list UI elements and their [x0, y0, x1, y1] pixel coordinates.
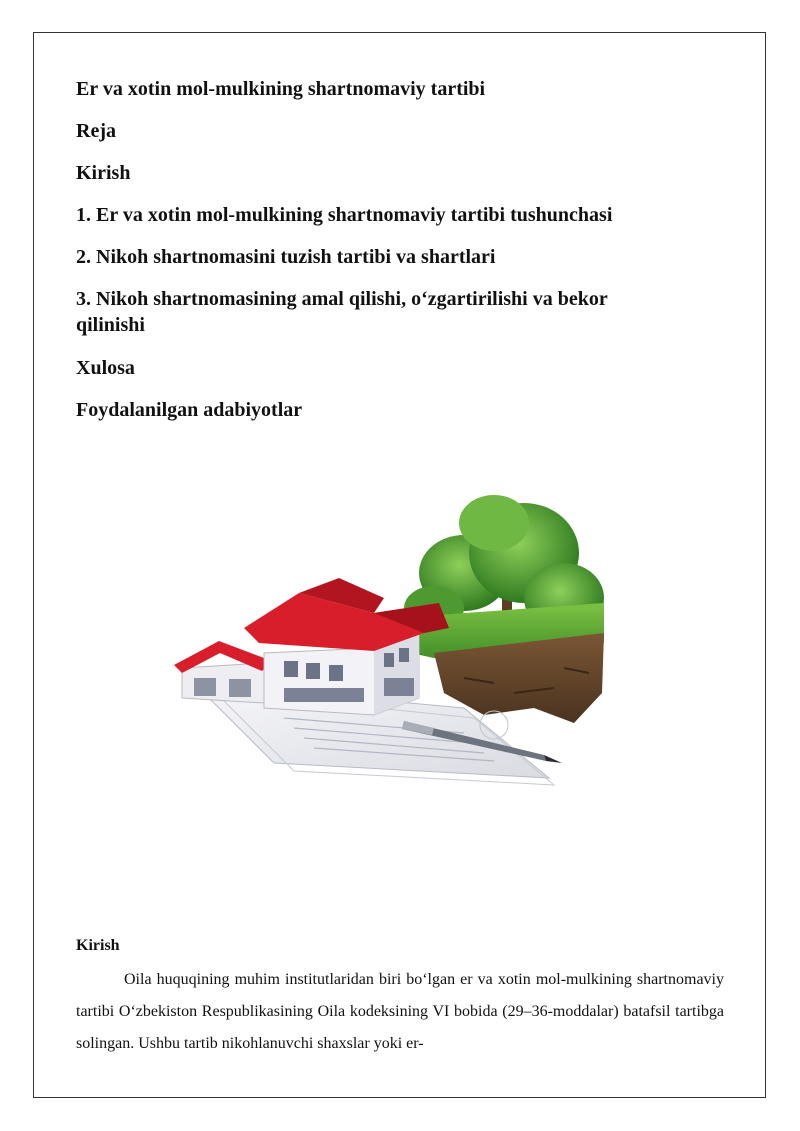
plan-item-intro: Kirish: [76, 162, 131, 184]
plan-item-3: 3. Nikoh shartnomasining amal qilishi, o‘zgartirilishi va bekor qilinishi: [76, 288, 608, 336]
intro-paragraph: Oila huquqining muhim institutlaridan biri bo‘lgan er va xotin mol-mulkining shartnomaviy tartibi O‘zbekiston Respublikasining Oila kodeksining VI bobida (29–36-moddalar) batafsil tartibga solingan. Ushbu tartib nikohlanuvchi shaxslar yoki er-: [76, 971, 724, 1052]
section-heading-intro: Kirish: [76, 937, 120, 954]
plan-item-1: 1. Er va xotin mol-mulkining shartnomaviy tartibi tushunchasi: [76, 204, 613, 226]
plan-item-references: Foydalanilgan adabiyotlar: [76, 399, 303, 421]
house-contract-illustration: [134, 493, 606, 815]
house-with-contract-and-pen-icon: [134, 493, 606, 815]
plan-item-conclusion: Xulosa: [76, 357, 135, 379]
plan-heading: Reja: [76, 120, 116, 142]
plan-item-2: 2. Nikoh shartnomasini tuzish tartibi va shartlari: [76, 246, 496, 268]
document-title: Er va xotin mol-mulkining shartnomaviy tartibi: [76, 78, 486, 100]
